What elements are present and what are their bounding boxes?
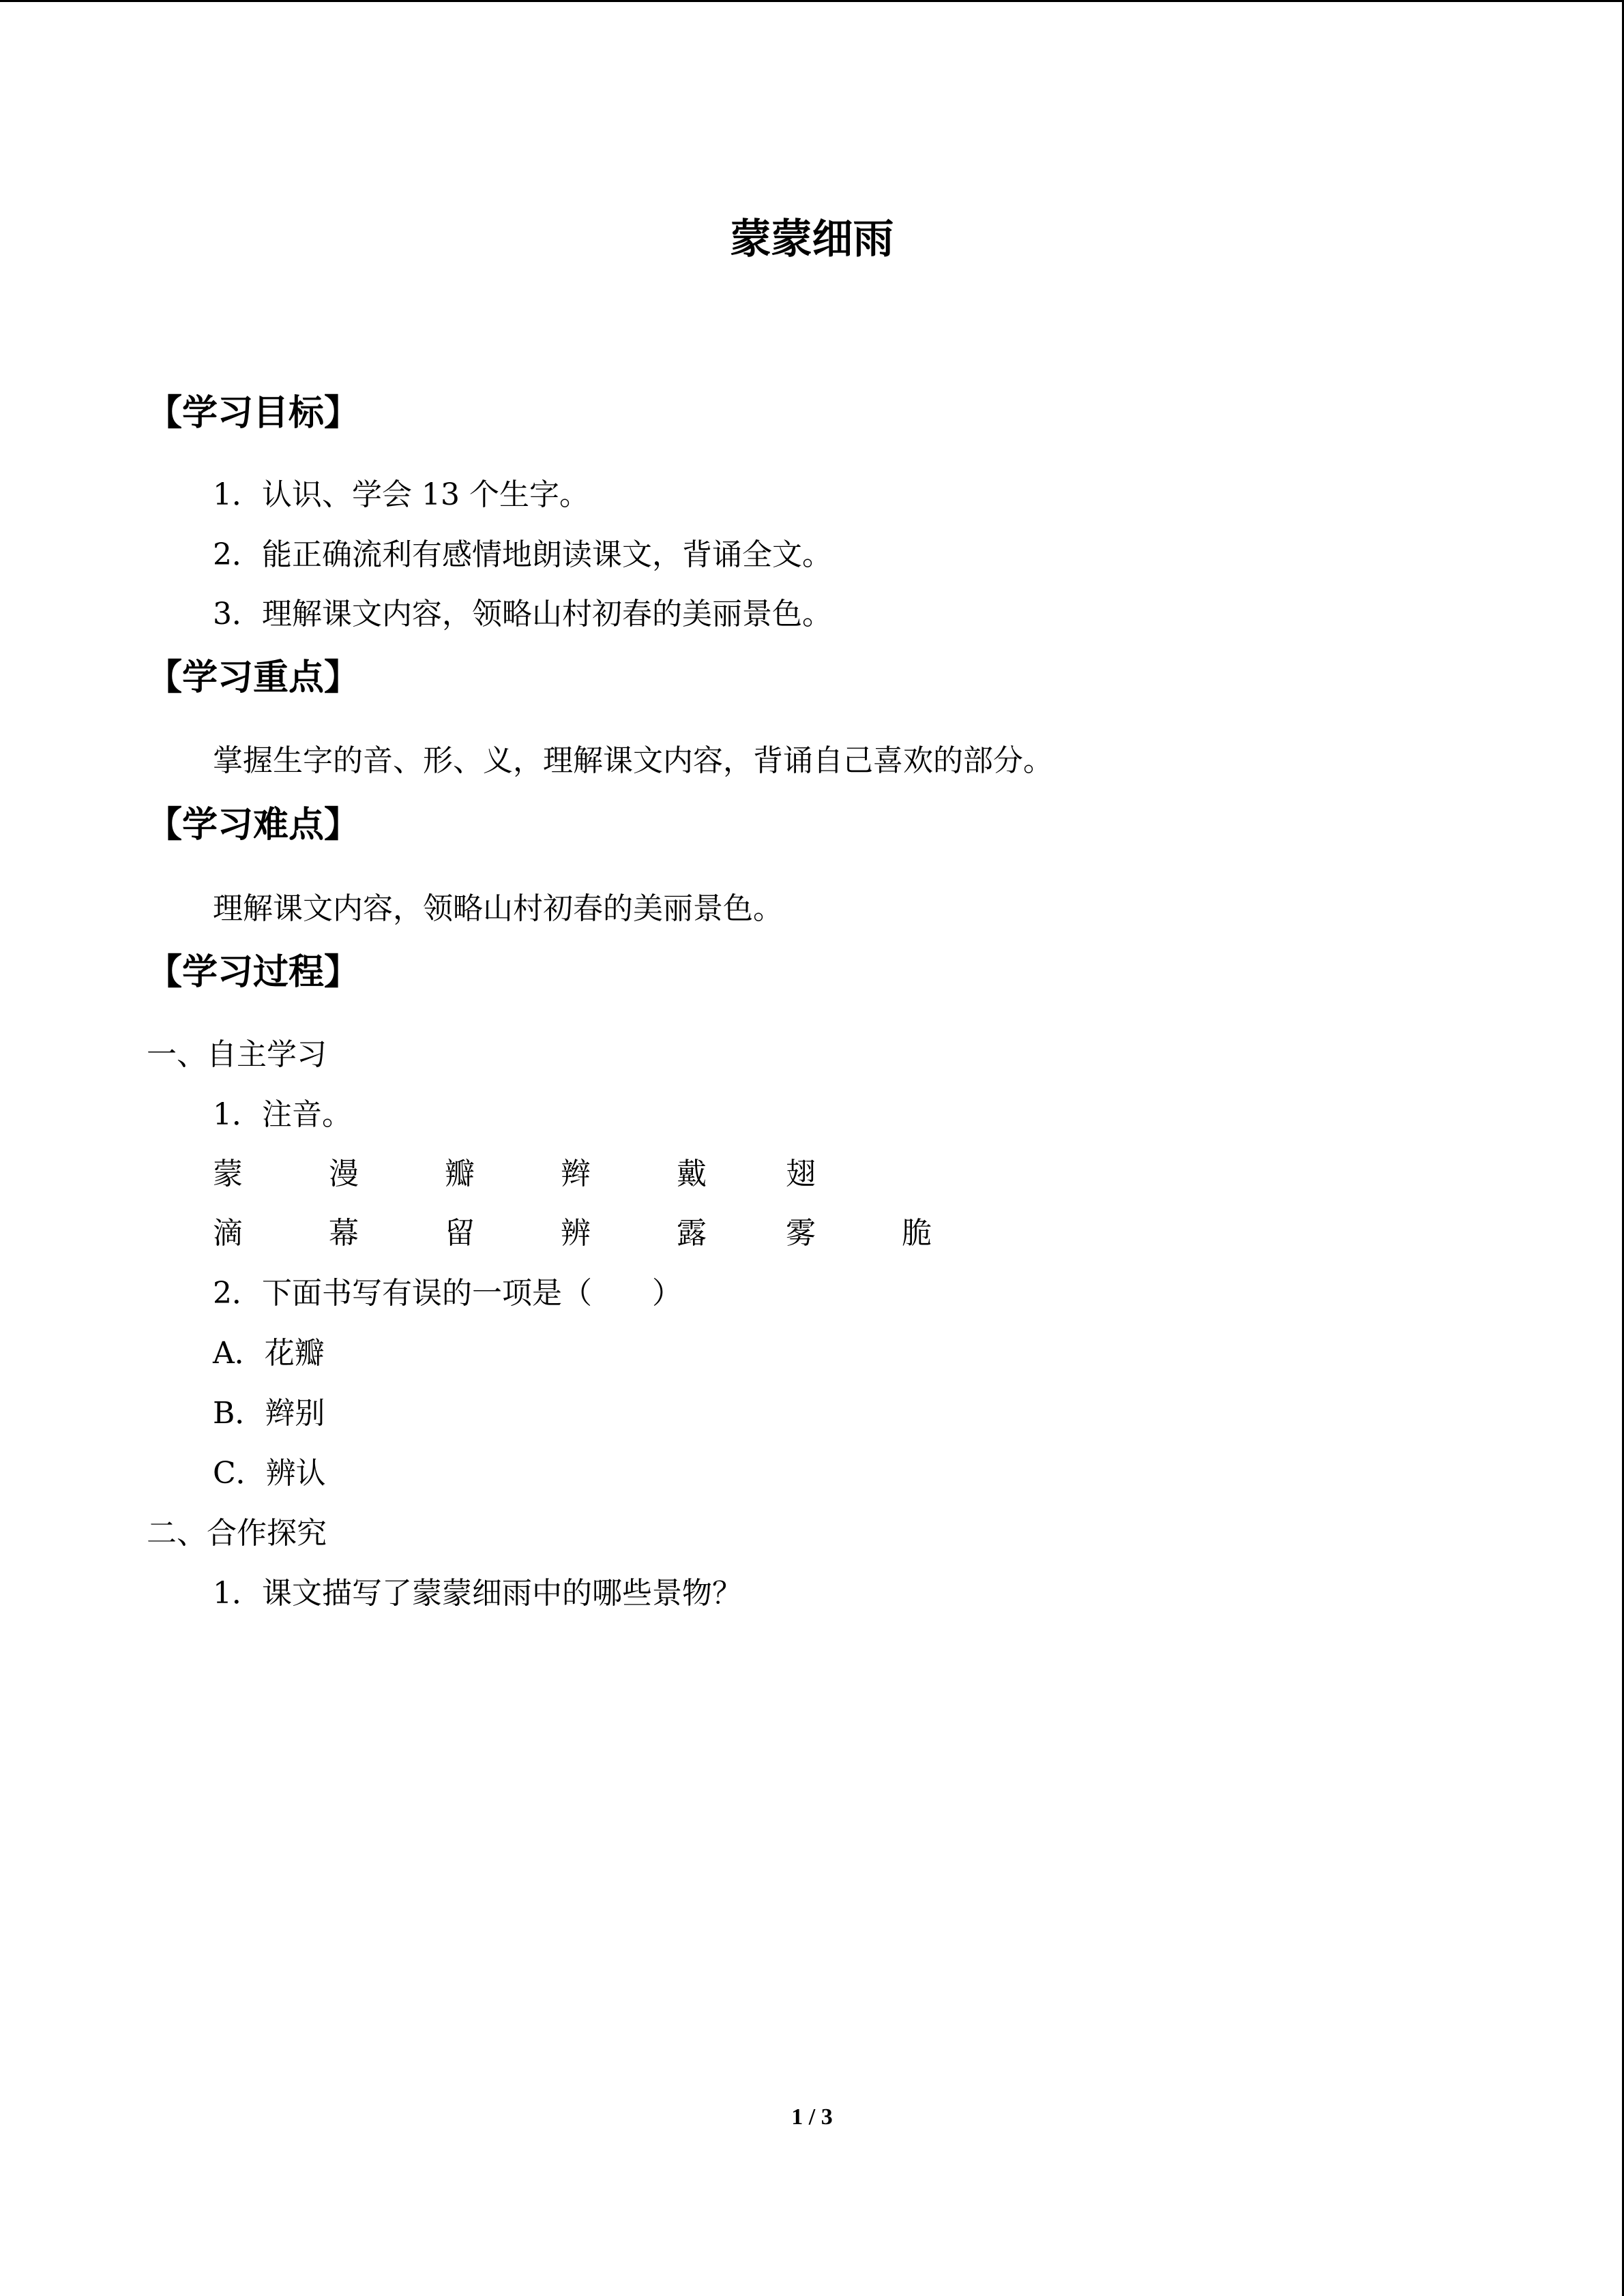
- char-item: 瓣: [445, 1157, 475, 1191]
- key-points-text: 掌握生字的音、形、义，理解课文内容，背诵自己喜欢的部分。: [213, 743, 1053, 778]
- option-a: A．花瓣: [213, 1336, 325, 1371]
- goal-item-1: 1．认识、学会 13 个生字。: [213, 477, 589, 512]
- char-row-1: [213, 1155, 1031, 1193]
- char-item: 辫: [561, 1157, 591, 1191]
- part1-q1: 1．注音。: [213, 1097, 352, 1132]
- goal-item-2: 2．能正确流利有感情地朗读课文，背诵全文。: [213, 537, 832, 572]
- option-c: C．辨认: [213, 1456, 326, 1491]
- char-item: 脆: [902, 1216, 932, 1251]
- part1-title: 一、自主学习: [147, 1037, 327, 1072]
- char-item: 露: [677, 1216, 707, 1251]
- char-item: 滴: [213, 1216, 243, 1251]
- option-b: B．辫别: [213, 1396, 325, 1431]
- char-item: 辨: [561, 1216, 591, 1251]
- page-border-top: [0, 0, 1624, 2]
- char-item: 留: [445, 1216, 475, 1251]
- char-row-2: [213, 1214, 1031, 1253]
- char-item: 漫: [329, 1157, 359, 1191]
- char-item: 雾: [786, 1216, 816, 1251]
- page-number: 1 / 3: [791, 2104, 833, 2130]
- char-item: 蒙: [213, 1157, 243, 1191]
- char-item: 戴: [677, 1157, 707, 1191]
- heading-key-points: 【学习重点】: [147, 657, 360, 698]
- part2-q1: 1．课文描写了蒙蒙细雨中的哪些景物？: [213, 1576, 742, 1611]
- goal-item-3: 3．理解课文内容，领略山村初春的美丽景色。: [213, 597, 832, 631]
- page-title: 蒙蒙细雨: [730, 215, 894, 263]
- heading-process: 【学习过程】: [147, 952, 360, 993]
- heading-difficulties: 【学习难点】: [147, 805, 360, 846]
- char-item: 幕: [329, 1216, 359, 1251]
- part2-title: 二、合作探究: [147, 1516, 327, 1551]
- difficulties-text: 理解课文内容，领略山村初春的美丽景色。: [213, 891, 783, 926]
- part1-q2: 2．下面书写有误的一项是（ ）: [213, 1276, 682, 1311]
- char-item: 翅: [786, 1157, 816, 1191]
- heading-goals: 【学习目标】: [147, 393, 360, 434]
